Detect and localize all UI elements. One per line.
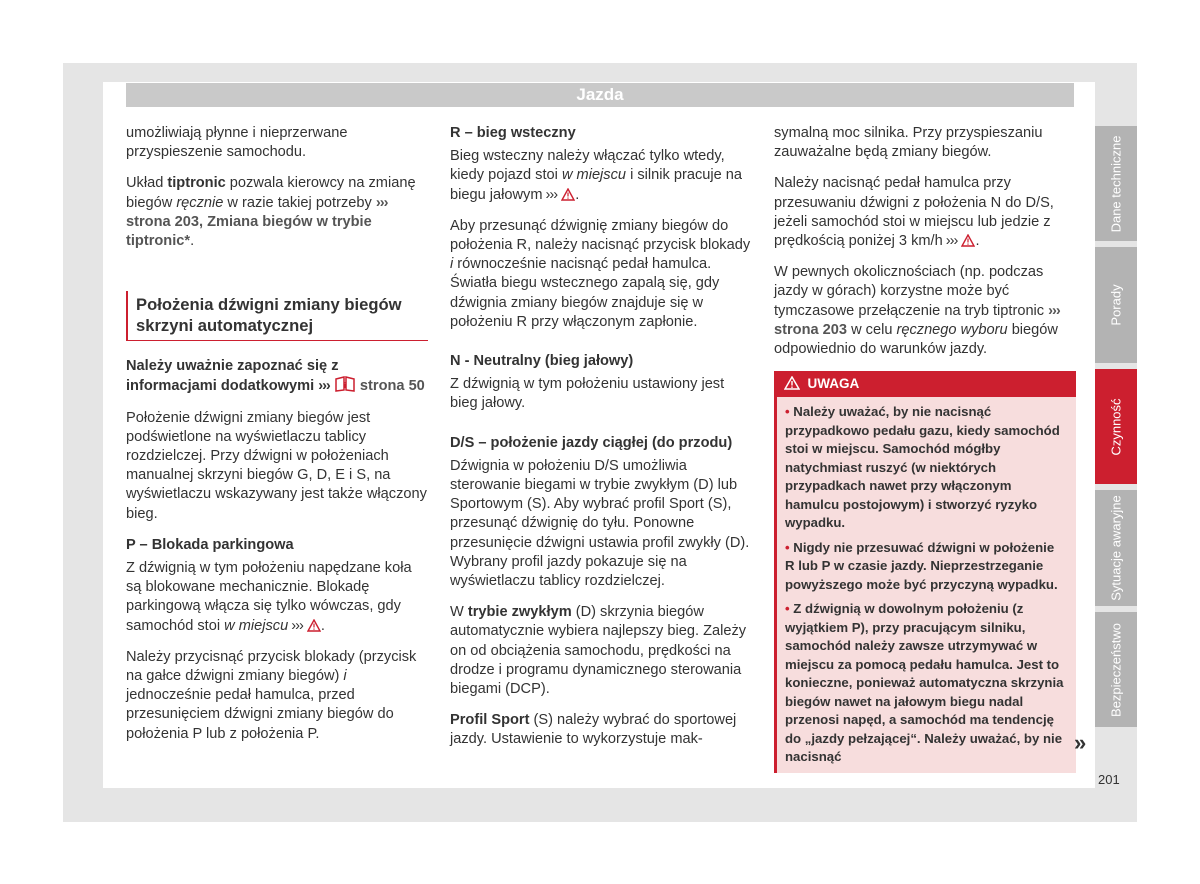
subheading: R – bieg wsteczny — [450, 125, 576, 141]
text: jednocześnie pedał hamulca, przed przesunięciem dźwigni zmiany biegów do położenia P lub z położenia P. — [126, 687, 394, 742]
text: Należy nacisnąć pedał hamulca przy przesuwaniu dźwigni z położenia N do D/S, jeżeli samochód stoi w miejscu lub jedzie z prędkością poniżej 3 km/h — [774, 175, 1054, 250]
paragraph — [774, 263, 1076, 359]
warning-triangle-icon — [307, 619, 321, 632]
chapter-header: Jazda — [126, 83, 1074, 107]
reference-arrows: ››› — [375, 194, 388, 211]
text: Należy uważnie zapoznać się z informacjami dodatkowymi — [126, 358, 339, 395]
paragraph: Z dźwignią w tym położeniu ustawiony jest bieg jałowy. — [450, 376, 725, 412]
tab-label: Bezpieczeństwo — [1108, 622, 1124, 717]
text: . — [190, 233, 195, 250]
warning-item — [785, 600, 1066, 767]
page-reference-link[interactable]: strona 50 — [355, 378, 425, 395]
continue-marker: » — [1074, 730, 1087, 755]
paragraph — [450, 711, 752, 749]
column-3 — [774, 124, 1076, 773]
reference-arrows: ››› — [542, 186, 558, 203]
text: biegów odpowiednio do warunków jazdy. — [774, 321, 1058, 358]
page-number: 201 — [1098, 772, 1120, 787]
paragraph — [450, 603, 752, 699]
subheading: D/S – położenie jazdy ciągłej (do przodu) — [450, 434, 733, 451]
text-bold: Profil Sport — [450, 712, 530, 729]
text: w celu — [847, 321, 897, 338]
text-bold: trybie zwykłym — [467, 604, 572, 621]
warning-triangle-icon — [784, 376, 800, 390]
text: W — [450, 604, 468, 621]
tab-dane-techniczne[interactable] — [1095, 126, 1137, 241]
tab-porady[interactable] — [1095, 247, 1137, 363]
page-reference-link[interactable]: strona 203, Zmiana biegów w trybie tiptronic* — [126, 213, 372, 250]
section-title: Położenia dźwigni zmiany biegów skrzyni automatycznej — [126, 291, 428, 341]
paragraph — [126, 648, 428, 744]
reference-arrows: ››› — [1048, 302, 1060, 319]
warning-item-text: Z dźwignią w dowolnym położeniu (z wyjątkiem P), przy pracującym silniku, samochód należy zawsze utrzymywać w miejscu za pomocą pedału hamulca. Jest to konieczne, ponieważ automatyczna skrzynia biegów nawet na jałowym biegu nadal przenosi napęd, a samochód ma tendencję do „jazdy pełzającej“. Należy uważać, by nie nacisnąć — [785, 601, 1064, 765]
bullet-icon: • — [785, 539, 790, 555]
reference-arrows: ››› — [288, 617, 303, 634]
reference-arrows: ››› — [318, 378, 330, 395]
text-italic: ręcznie — [176, 194, 224, 211]
text-italic: i — [343, 668, 347, 685]
paragraph: umożliwiają płynne i nieprzerwane przyspieszenie samochodu. — [126, 125, 348, 161]
text: . — [320, 617, 325, 634]
text: równocześnie nacisnąć pedał hamulca. Światła biegu wstecznego zapalą się, gdy dźwignia zmiany biegów znajduje się w położeniu R przy włączonym zapłonie. — [450, 256, 720, 330]
paragraph: symalną moc silnika. Przy przyspieszaniu zauważalne będą zmiany biegów. — [774, 125, 1043, 161]
subheading: P – Blokada parkingowa — [126, 536, 294, 553]
text-italic: w miejscu — [224, 617, 289, 634]
warning-item-text: Należy uważać, by nie nacisnąć przypadkowo pedału gazu, kiedy samochód stoi w miejscu. Samochód mógłby natychmiast ruszyć (w niektórych przypadkach nawet przy włączonym hamulcu postojowym) i stworzyć ryzyko wypadku. — [785, 404, 1060, 531]
bullet-icon: • — [785, 404, 790, 420]
warning-header — [774, 371, 1076, 397]
text: Bieg wsteczny należy włączać tylko wtedy, kiedy pojazd stoi — [450, 148, 725, 184]
tab-bezpieczenstwo[interactable] — [1095, 612, 1137, 727]
tab-label: Dane techniczne — [1108, 135, 1124, 232]
paragraph — [126, 559, 428, 636]
bullet-icon: • — [785, 601, 790, 617]
warning-box — [774, 371, 1076, 773]
reference-arrows: ››› — [942, 233, 958, 250]
tab-sytuacje-awaryjne[interactable] — [1095, 490, 1137, 606]
column-2 — [450, 124, 752, 762]
text-italic: ręcznego wyboru — [896, 321, 1008, 338]
column-1 — [126, 124, 428, 756]
tab-label: Sytuacje awaryjne — [1108, 495, 1124, 601]
warning-title: UWAGA — [807, 376, 860, 392]
text: w razie takiej potrzeby — [223, 194, 376, 211]
tab-label: Porady — [1108, 284, 1124, 326]
paragraph — [450, 217, 752, 332]
warning-triangle-icon — [561, 188, 575, 201]
text: Układ — [126, 175, 168, 192]
tab-label: Czynność — [1108, 397, 1124, 456]
paragraph — [126, 174, 428, 251]
text: pozwala kierowcy na zmianę biegów — [126, 175, 416, 211]
warning-body — [777, 397, 1076, 773]
subheading: N - Neutralny (bieg jałowy) — [450, 353, 634, 370]
text-italic: i — [450, 256, 454, 273]
info-note — [126, 357, 428, 396]
warning-item — [785, 403, 1066, 533]
svg-text:i: i — [343, 381, 346, 391]
page-reference-link[interactable]: strona 203 — [774, 321, 848, 338]
paragraph — [450, 147, 752, 205]
warning-triangle-icon — [961, 234, 975, 247]
paragraph: Położenie dźwigni zmiany biegów jest podświetlone na wyświetlaczu tablicy rozdzielczej. Przy dźwigni w położeniach manualnej skrzyni biegów G, D, E i S, na wyświetlaczu wskazywany jest także włączony bieg. — [126, 409, 427, 522]
text: i silnik pracuje na biegu jałowym — [450, 167, 743, 203]
text-bold: tiptronic — [167, 175, 226, 192]
paragraph — [774, 174, 1076, 251]
text: Należy przycisnąć przycisk blokady (przycisk na gałce dźwigni zmiany biegów) — [126, 648, 417, 685]
text: W pewnych okolicznościach (np. podczas jazdy w górach) korzystne może być tymczasowe przełączenie na tryb tiptronic — [774, 264, 1049, 319]
book-icon — [334, 376, 356, 392]
text: Aby przesunąć dźwignię zmiany biegów do położenia R, należy nacisnąć przycisk blokady — [450, 217, 751, 254]
text: . — [975, 233, 980, 250]
warning-item-text: Nigdy nie przesuwać dźwigni w położenie R lub P w czasie jazdy. Nieprzestrzeganie powyższego może być przyczyną wypadku. — [785, 539, 1058, 592]
warning-item — [785, 539, 1066, 595]
text: . — [575, 186, 580, 203]
text: (S) należy wybrać do sportowej jazdy. Ustawienie to wykorzystuje mak- — [450, 712, 737, 748]
text-italic: w miejscu — [561, 167, 627, 184]
text: Z dźwignią w tym położeniu napędzane koła są blokowane mechanicznie. Blokadę parkingową włącza się tylko wówczas, gdy samochód stoi — [126, 560, 412, 634]
text: (D) skrzynia biegów automatycznie wybiera najlepszy bieg. Zależy on od obciążenia samochodu, prędkości na drodze i programu dynamicznego sterowania biegami (DCP). — [450, 604, 747, 698]
tab-czynnosc[interactable] — [1095, 369, 1137, 484]
paragraph: Dźwignia w położeniu D/S umożliwia sterowanie biegami w trybie zwykłym (D) lub Sportowym (S). Aby wybrać profil Sport (S), przesunąć dźwignię do tyłu. Ponowne przesunięcie dźwigni ustawia profil zwykły (D). Wybrany profil jazdy pokazuje się na wyświetlaczu tablicy rozdzielczej. — [450, 457, 750, 590]
